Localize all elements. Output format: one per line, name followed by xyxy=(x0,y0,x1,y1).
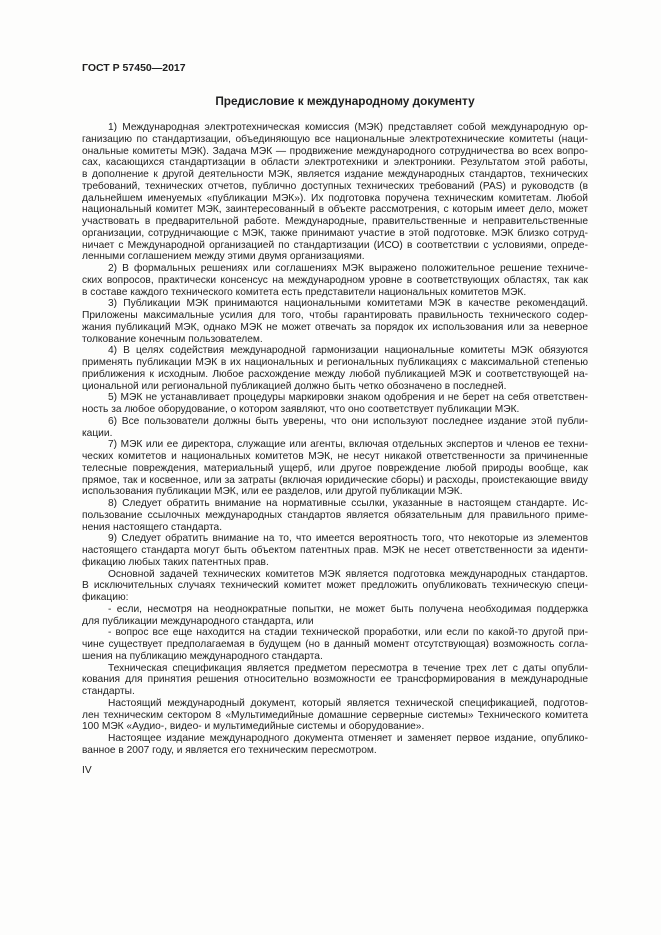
text-line: толкование конечным пользователем. xyxy=(82,333,263,345)
text-line: 4) В целях содействия международной гармонизации национальные комитеты МЭК обязуются xyxy=(108,345,588,357)
text-line: ленными соглашением между этими двумя организациями. xyxy=(82,251,365,263)
text-line: шения на публикацию международного стандарта. xyxy=(82,650,323,662)
text-line: кования для принятия решения относительно возможности ее трансформирования в международные xyxy=(82,674,588,686)
paragraph xyxy=(82,392,588,416)
text-line: дальнейшем именуемых «публикации МЭК»). Их подготовка поручена техническим комитетам. Любой xyxy=(82,192,588,204)
text-line: участвовать в предварительной работе. Международные, правительственные и неправительственные xyxy=(82,216,588,227)
text-line: 7) МЭК или ее директора, служащие или агенты, включая отдельных экспертов и членов ее техни- xyxy=(108,439,588,451)
text-line: национальный комитет МЭК, заинтересованный в объекте рассмотрения, с которым имеет дело, может xyxy=(82,204,588,216)
text-line: 5) МЭК не устанавливает процедуры маркировки знаком одобрения и не берет на себя ответствен- xyxy=(108,392,588,404)
text-line: приближения к исходным. Любое расхождение между любой публикацией МЭК и соответствующей на- xyxy=(82,368,588,380)
text-line: ских вопросов, практически консенсус на международном уровне в соответствующих областях, так как xyxy=(82,274,588,286)
paragraph xyxy=(82,604,588,628)
text-line: нения настоящего стандарта. xyxy=(82,521,223,533)
text-line: Настоящее издание международного документа отменяет и заменяет первое издание, опублико- xyxy=(108,733,588,744)
text-line: ничает с Международной организацией по стандартизации (ИСО) в соответствии с условиями, опреде- xyxy=(82,239,588,251)
paragraph xyxy=(82,698,588,733)
text-line: сах, касающихся стандартизации в области электротехники и электроники. Результатом этой работы, xyxy=(82,157,588,169)
text-line: 100 МЭК «Аудио-, видео- и мультимедийные системы и оборудование». xyxy=(82,721,425,733)
text-line: 1) Международная электротехническая комиссия (МЭК) представляет собой международную ор- xyxy=(108,122,588,133)
text-line: ванное в 2007 году, и является его техническим пересмотром. xyxy=(82,744,377,756)
text-line: 3) Публикации МЭК принимаются национальными комитетами МЭК в качестве рекомендаций. xyxy=(108,298,588,310)
text-line: Настоящий международный документ, который является технической спецификацией, подготов- xyxy=(108,697,588,709)
text-line: ность за любое оборудование, о котором заявляют, что оно соответствует публикации МЭК. xyxy=(82,404,520,415)
text-line: лен техническим сектором 8 «Мультимедийные домашние серверные системы» Технического комитета xyxy=(82,709,588,721)
text-line: 9) Следует обратить внимание на то, что имеется вероятность того, что некоторые из элементов xyxy=(108,533,588,545)
text-line: применять публикации МЭК в их национальных и региональных публикациях с максимальной степенью xyxy=(82,357,588,368)
text-line: организации, сотрудничающие с МЭК, также принимают участие в этой подготовке. МЭК близко сотруд- xyxy=(82,227,588,239)
text-line: Основной задачей технических комитетов МЭК является подготовка международных стандартов. xyxy=(108,568,588,580)
text-line: телесные повреждения, материальный ущерб, или другое повреждение любой природы вообще, как xyxy=(82,462,588,474)
paragraph xyxy=(82,498,588,533)
text-line: фикацию: xyxy=(82,592,129,603)
text-line: 2) В формальных решениях или соглашениях МЭК выражено положительное решение техниче- xyxy=(108,263,588,274)
text-line: Приложены максимальные усилия для того, чтобы гарантировать правильность технического содер- xyxy=(82,310,588,321)
text-line: требований, технических отчетов, публично доступных технических требований (PAS) и руководств (в xyxy=(82,180,588,192)
paragraph xyxy=(82,298,588,345)
text-line: чине существует предполагаемая в будущем (но в данный момент отсутствующая) возможность согла- xyxy=(82,639,588,650)
text-line: пользование ссылочных международных стандартов является обязательным для правильного приме- xyxy=(82,509,588,521)
paragraph xyxy=(82,733,588,757)
text-line: ональные комитеты МЭК). Задача МЭК — продвижение международного сотрудничества во всех вопро- xyxy=(82,145,588,157)
paragraph xyxy=(82,416,588,440)
text-line: - если, несмотря на неоднократные попытки, не может быть получена необходимая поддержка xyxy=(108,603,588,615)
text-line: ческих комитетов и национальных комитетов МЭК, не несут никакой ответственности за причиненные xyxy=(82,451,588,462)
paragraph xyxy=(82,533,588,568)
text-line: кации. xyxy=(82,427,113,439)
page-number: IV xyxy=(82,765,92,776)
text-line: 6) Все пользователи должны быть уверены, что они используют последнее издание этой публи- xyxy=(108,415,588,427)
paragraph xyxy=(82,345,588,392)
text-line: для публикации международного стандарта, или xyxy=(82,615,314,627)
text-line: настоящего стандарта могут быть объектом патентных прав. МЭК не несет ответственности за иденти- xyxy=(82,545,588,556)
section-title: Предисловие к международному документу xyxy=(215,94,475,108)
text-line: В исключительных случаях технический комитет может предложить опубликовать техническую специ- xyxy=(82,580,588,592)
paragraph xyxy=(82,569,588,604)
text-line: фикацию любых таких патентных прав. xyxy=(82,556,269,568)
text-line: в составе каждого технического комитета есть представители национальных комитетов МЭК. xyxy=(82,286,527,298)
document-code: ГОСТ Р 57450—2017 xyxy=(82,62,186,74)
paragraph xyxy=(82,122,588,263)
paragraph xyxy=(82,439,588,498)
text-line: 8) Следует обратить внимание на нормативные ссылки, указанные в настоящем стандарте. Ис- xyxy=(108,498,588,509)
paragraph xyxy=(82,263,588,298)
text-line: в дополнение к другой деятельности МЭК, является издание международных стандартов, технических xyxy=(82,169,588,180)
text-line: Техническая спецификация является предметом пересмотра в течение трех лет с даты опубли- xyxy=(108,662,588,674)
text-line: ганизацию по стандартизации, объединяющую все национальные электротехнические комитеты (наци- xyxy=(82,133,588,145)
text-line: прямое, так и косвенное, или за затраты (включая юридические сборы) и расходы, проистекающие ввиду xyxy=(82,474,588,486)
paragraph xyxy=(82,663,588,698)
paragraph xyxy=(82,627,588,662)
text-line: - вопрос все еще находится на стадии технической проработки, или если по какой-то другой при- xyxy=(108,627,588,639)
body-text xyxy=(82,122,588,757)
text-line: циональной или региональной публикацией должно быть четко обозначено в последней. xyxy=(82,380,507,392)
text-line: стандарты. xyxy=(82,686,135,697)
text-line: использования публикации МЭК, или ее разделов, или другой публикации МЭК. xyxy=(82,486,463,498)
text-line: жания публикаций МЭК, однако МЭК не может отвечать за порядок их использования или за неверное xyxy=(82,321,588,333)
